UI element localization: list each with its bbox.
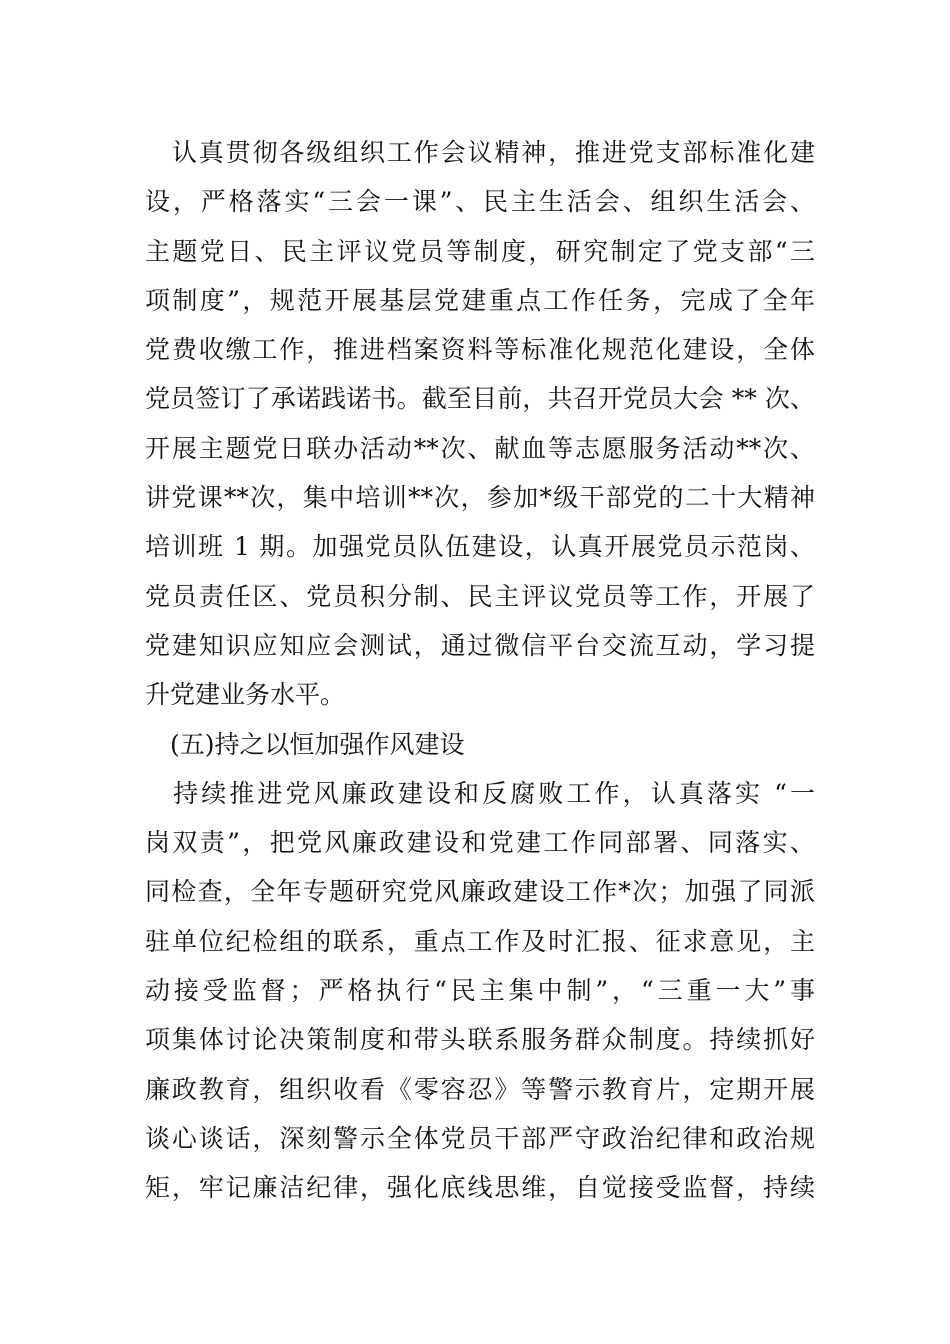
text-line: 岗双责”，把党风廉政建设和党建工作同部署、同落实、 (145, 828, 815, 858)
text-line: 培训班 1 期。加强党员队伍建设，认真开展党员示范岗、 (145, 532, 815, 562)
text-line: 开展主题党日联办活动**次、献血等志愿服务活动**次、 (145, 433, 815, 463)
text-line: 项制度”，规范开展基层党建重点工作任务，完成了全年 (145, 285, 815, 315)
text-line: 认真贯彻各级组织工作会议精神，推进党支部标准化建 (145, 138, 815, 167)
text-line: 升党建业务水平。 (145, 680, 346, 710)
paragraph-work-style (145, 769, 815, 1213)
text-line: 设，严格落实“三会一课”、民主生活会、组织生活会、 (145, 187, 815, 217)
text-line: 党费收缴工作，推进档案资料等标准化规范化建设，全体 (145, 335, 815, 365)
text-line: 同检查，全年专题研究党风廉政建设工作*次；加强了同派 (145, 877, 815, 907)
text-line: 持续推进党风廉政建设和反腐败工作，认真落实 “一 (145, 778, 815, 808)
text-line: 党员责任区、党员积分制、民主评议党员等工作，开展了 (145, 581, 815, 611)
text-line: 驻单位纪检组的联系，重点工作及时汇报、征求意见，主 (145, 926, 815, 956)
text-line: 廉政教育，组织收看《零容忍》等警示教育片，定期开展 (145, 1074, 815, 1104)
text-line: 动接受监督；严格执行“民主集中制”，“三重一大”事 (145, 976, 815, 1006)
paragraph-party-building (145, 128, 815, 720)
text-line: 讲党课**次，集中培训**次，参加*级干部党的二十大精神 (145, 483, 815, 513)
document-body (145, 128, 815, 1213)
text-line: 矩，牢记廉洁纪律，强化底线思维，自觉接受监督，持续 (145, 1173, 815, 1203)
text-line: 主题党日、民主评议党员等制度，研究制定了党支部“三 (145, 236, 815, 266)
text-line: 项集体讨论决策制度和带头联系服务群众制度。持续抓好 (145, 1025, 815, 1055)
text-line: 谈心谈话，深刻警示全体党员干部严守政治纪律和政治规 (145, 1123, 815, 1153)
text-line: 党员签订了承诺践诺书。截至目前，共召开党员大会 ** 次、 (145, 384, 815, 414)
text-line: 党建知识应知应会测试，通过微信平台交流互动，学习提 (145, 630, 815, 660)
section-heading: (五)持之以恒加强作风建设 (145, 729, 465, 759)
